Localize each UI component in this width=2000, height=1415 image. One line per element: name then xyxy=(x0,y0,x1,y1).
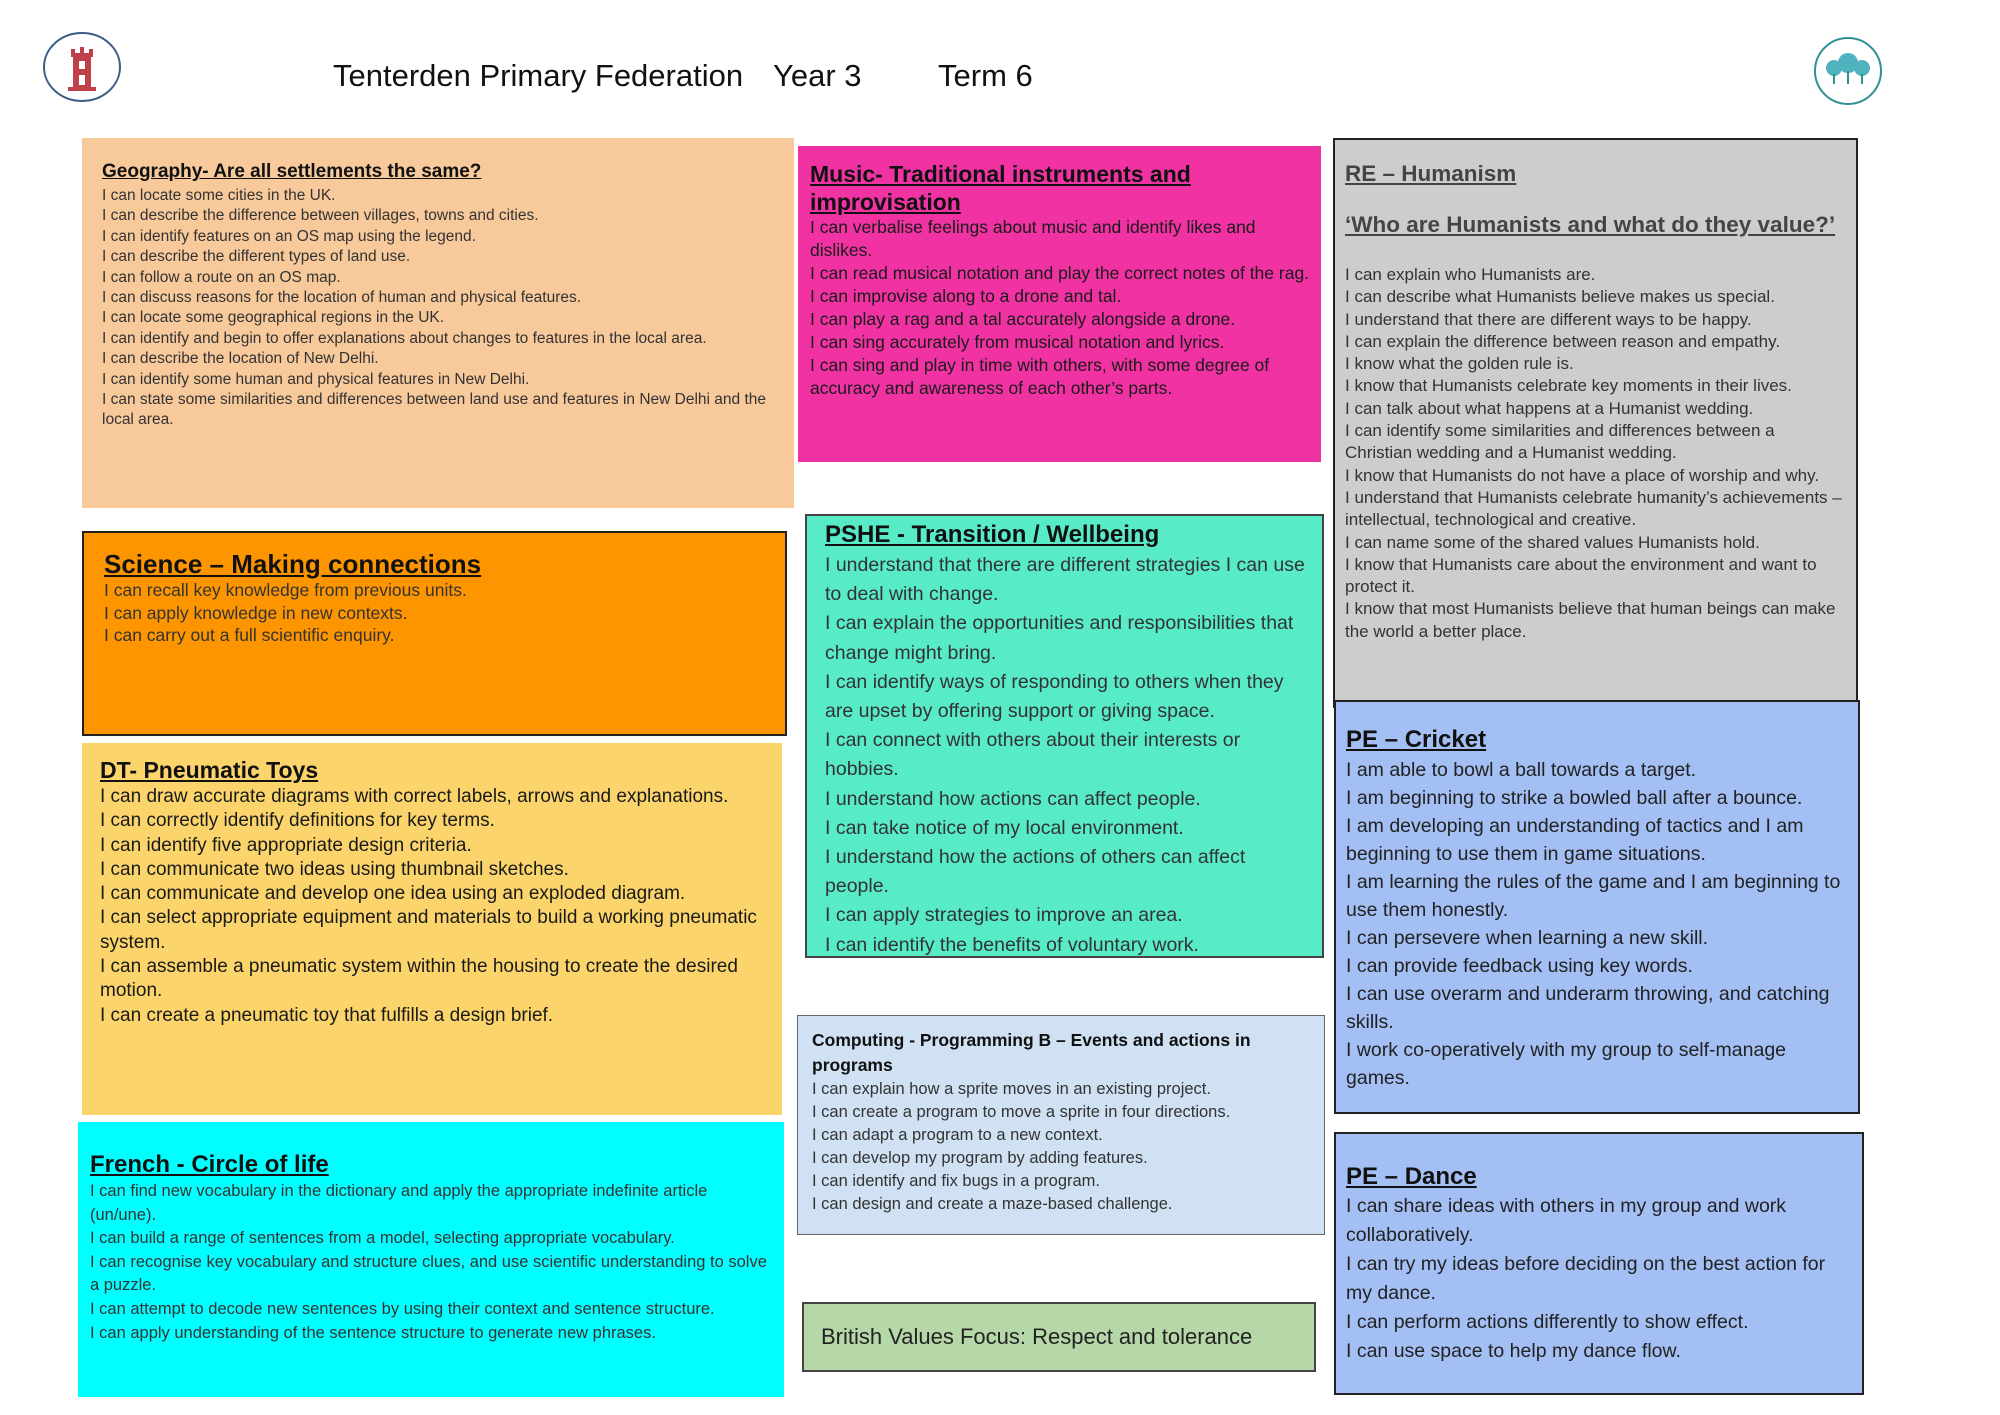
list-item: I can identify the benefits of voluntary work. xyxy=(825,933,1199,956)
list-item: I can state some similarities and differences between land use and features in New Delhi and the local area. xyxy=(102,391,767,429)
pe-cricket-title: PE – Cricket xyxy=(1346,726,1487,753)
re-box xyxy=(1333,138,1858,708)
list-item: I can draw accurate diagrams with correct labels, arrows and explanations. xyxy=(100,786,729,807)
dt-list xyxy=(100,785,772,1028)
list-item: I understand how the actions of others can affect people. xyxy=(825,846,1246,898)
list-item: I can identify five appropriate design criteria. xyxy=(100,834,472,856)
list-item: I can identify features on an OS map using the legend. xyxy=(102,227,476,245)
list-item: I know that Humanists do not have a place of worship and why. xyxy=(1345,465,1820,485)
list-item: I can sing and play in time with others, with some degree of accuracy and awareness of each other’s parts. xyxy=(810,355,1270,398)
list-item: I understand that there are different ways to be happy. xyxy=(1345,309,1752,329)
list-item: I can locate some geographical regions in the UK. xyxy=(102,309,445,327)
list-item: I can explain who Humanists are. xyxy=(1345,265,1596,284)
list-item: I can describe the difference between villages, towns and cities. xyxy=(102,207,539,225)
list-item: I can try my ideas before deciding on the best action for my dance. xyxy=(1346,1253,1826,1304)
re-list xyxy=(1345,264,1846,643)
list-item: I can recognise key vocabulary and structure clues, and use scientific understanding to solve a puzzle. xyxy=(90,1252,767,1295)
list-item: I can create a program to move a sprite in four directions. xyxy=(812,1103,1231,1122)
list-item: I can sing accurately from musical notation and lyrics. xyxy=(810,332,1225,352)
list-item: I can attempt to decode new sentences by using their context and sentence structure. xyxy=(90,1299,715,1318)
list-item: I can communicate two ideas using thumbnail sketches. xyxy=(100,858,569,880)
pe-dance-list xyxy=(1346,1192,1852,1366)
re-question: ‘Who are Humanists and what do they value?’ xyxy=(1345,212,1836,237)
science-box xyxy=(82,531,787,736)
list-item: I can identify some human and physical features in New Delhi. xyxy=(102,370,530,388)
dt-title: DT- Pneumatic Toys xyxy=(100,757,319,783)
list-item: I am learning the rules of the game and I am beginning to use them honestly. xyxy=(1346,871,1841,921)
french-box xyxy=(78,1122,784,1397)
list-item: I can verbalise feelings about music and identify likes and dislikes. xyxy=(810,217,1256,260)
church-tower-crest-icon xyxy=(42,31,122,103)
british-values-text: British Values Focus: Respect and tolerance xyxy=(821,1324,1253,1349)
dt-box xyxy=(82,743,782,1115)
computing-title: Computing - Programming B – Events and actions in programs xyxy=(812,1030,1251,1075)
pe-dance-title: PE – Dance xyxy=(1346,1163,1477,1190)
list-item: I can correctly identify definitions for key terms. xyxy=(100,810,495,832)
computing-box xyxy=(797,1015,1325,1235)
list-item: I can follow a route on an OS map. xyxy=(102,268,341,286)
list-item: I know that Humanists care about the environment and want to protect it. xyxy=(1345,554,1817,597)
list-item: I am able to bowl a ball towards a target. xyxy=(1346,759,1697,781)
list-item: I can assemble a pneumatic system within the housing to create the desired motion. xyxy=(100,956,738,1002)
list-item: I am developing an understanding of tactics and I am beginning to use them in game situations. xyxy=(1346,815,1804,865)
pshe-box xyxy=(805,514,1324,958)
list-item: I can name some of the shared values Humanists hold. xyxy=(1345,532,1760,552)
list-item: I understand that there are different strategies I can use to deal with change. xyxy=(825,554,1305,606)
list-item: I know that Humanists celebrate key moments in their lives. xyxy=(1345,376,1792,396)
list-item: I can design and create a maze-based challenge. xyxy=(812,1195,1173,1214)
science-list xyxy=(104,579,765,647)
school-name: Tenterden Primary Federation xyxy=(333,58,744,93)
pe-cricket-list xyxy=(1346,756,1848,1092)
list-item: I can describe the location of New Delhi. xyxy=(102,350,379,368)
list-item: I can connect with others about their interests or hobbies. xyxy=(825,729,1241,781)
list-item: I can identify and fix bugs in a program. xyxy=(812,1172,1100,1191)
list-item: I can use space to help my dance flow. xyxy=(1346,1340,1681,1362)
list-item: I can describe the different types of land use. xyxy=(102,248,411,266)
list-item: I can locate some cities in the UK. xyxy=(102,187,336,204)
list-item: I can create a pneumatic toy that fulfills a design brief. xyxy=(100,1004,554,1026)
geography-box xyxy=(82,138,794,508)
list-item: I can find new vocabulary in the dictionary and apply the appropriate indefinite article (un/une). xyxy=(90,1182,708,1224)
list-item: I understand how actions can affect people. xyxy=(825,787,1201,810)
list-item: I can apply strategies to improve an area. xyxy=(825,904,1183,927)
list-item: I can play a rag and a tal accurately alongside a drone. xyxy=(810,309,1236,329)
music-box xyxy=(798,146,1321,462)
list-item: I can develop my program by adding features. xyxy=(812,1149,1148,1168)
list-item: I can improvise along to a drone and tal. xyxy=(810,286,1122,306)
list-item: I can discuss reasons for the location of human and physical features. xyxy=(102,289,582,307)
term-label: Term 6 xyxy=(938,58,1033,93)
list-item: I can provide feedback using key words. xyxy=(1346,955,1693,977)
three-trees-icon xyxy=(1813,36,1883,106)
list-item: I can recall key knowledge from previous units. xyxy=(104,580,467,600)
list-item: I can identify some similarities and differences between a Christian wedding and a Humanist wedding. xyxy=(1345,421,1775,463)
pe-cricket-box xyxy=(1334,700,1860,1114)
list-item: I can carry out a full scientific enquiry. xyxy=(104,625,395,645)
music-list xyxy=(810,216,1311,400)
list-item: I can adapt a program to a new context. xyxy=(812,1126,1103,1145)
list-item: I can build a range of sentences from a model, selecting appropriate vocabulary. xyxy=(90,1229,675,1248)
science-title: Science – Making connections xyxy=(104,549,482,579)
geography-list xyxy=(102,186,774,431)
re-title: RE – Humanism xyxy=(1345,161,1517,186)
french-title: French - Circle of life xyxy=(90,1151,329,1178)
list-item: I can talk about what happens at a Humanist wedding. xyxy=(1345,398,1754,418)
pe-dance-box xyxy=(1334,1132,1864,1395)
pshe-title: PSHE - Transition / Wellbeing xyxy=(825,521,1160,548)
list-item: I know that most Humanists believe that human beings can make the world a better place. xyxy=(1345,599,1836,641)
list-item: I work co-operatively with my group to self-manage games. xyxy=(1346,1039,1787,1089)
list-item: I can share ideas with others in my group and work collaboratively. xyxy=(1346,1195,1787,1246)
british-values-box xyxy=(802,1302,1316,1372)
list-item: I can explain the difference between reason and empathy. xyxy=(1345,331,1781,351)
list-item: I can apply knowledge in new contexts. xyxy=(104,602,408,623)
list-item: I can identify and begin to offer explanations about changes to features in the local area. xyxy=(102,329,707,347)
french-list xyxy=(90,1180,774,1345)
list-item: I know what the golden rule is. xyxy=(1345,354,1574,374)
list-item: I can persevere when learning a new skill. xyxy=(1346,927,1709,949)
list-item: I can take notice of my local environment. xyxy=(825,816,1184,839)
list-item: I can identify ways of responding to others when they are upset by offering support or giving space. xyxy=(825,670,1284,723)
list-item: I can select appropriate equipment and materials to build a working pneumatic system. xyxy=(100,907,757,953)
list-item: I am beginning to strike a bowled ball after a bounce. xyxy=(1346,787,1803,809)
list-item: I can perform actions differently to show effect. xyxy=(1346,1311,1749,1333)
computing-list xyxy=(812,1078,1314,1217)
list-item: I can communicate and develop one idea using an exploded diagram. xyxy=(100,883,686,905)
list-item: I can describe what Humanists believe makes us special. xyxy=(1345,287,1775,307)
list-item: I can explain how a sprite moves in an existing project. xyxy=(812,1080,1211,1098)
geography-title: Geography- Are all settlements the same? xyxy=(102,161,482,182)
list-item: I can explain the opportunities and responsibilities that change might bring. xyxy=(825,612,1294,664)
year-label: Year 3 xyxy=(773,58,862,93)
list-item: I can read musical notation and play the correct notes of the rag. xyxy=(810,263,1310,283)
list-item: I understand that Humanists celebrate humanity’s achievements – intellectual, technological and creative. xyxy=(1345,487,1842,530)
pshe-list xyxy=(825,551,1312,958)
list-item: I can apply understanding of the sentence structure to generate new phrases. xyxy=(90,1323,656,1342)
list-item: I can use overarm and underarm throwing, and catching skills. xyxy=(1346,983,1830,1033)
music-title: Music- Traditional instruments and improvisation xyxy=(810,161,1191,215)
